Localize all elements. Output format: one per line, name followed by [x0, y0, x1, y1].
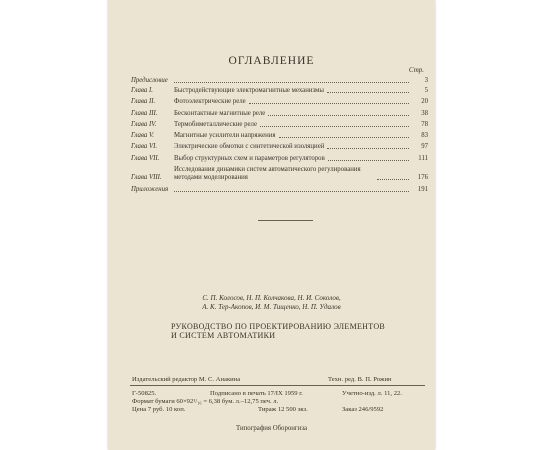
imprint-rule [130, 385, 425, 386]
toc-row-page: 3 [424, 77, 428, 84]
toc-row-title: Магнитные усилители напряжения [174, 132, 276, 139]
book-page [108, 0, 435, 450]
toc-row [131, 110, 428, 118]
toc-row-page: 5 [424, 87, 428, 94]
toc-row-title: Бесконтактные магнитные реле [174, 110, 266, 117]
leader-dots [377, 179, 409, 180]
leader-dots [279, 137, 409, 138]
toc-row-page: 78 [421, 121, 428, 128]
toc-row-title: Исследования динамики систем автоматического регулирования методами моделирования [174, 166, 361, 181]
toc-row-title: Электрические обмотки с синтетической изоляцией [174, 143, 325, 150]
leader-dots [328, 160, 409, 161]
toc-row-page: 97 [421, 143, 428, 150]
toc-row-label: Предисловие [131, 77, 168, 84]
toc-row [131, 155, 428, 163]
leader-dots [174, 191, 409, 192]
toc-row-page: 83 [421, 132, 428, 139]
toc-row [131, 132, 428, 140]
toc-row [131, 77, 428, 85]
toc-row-page: 111 [418, 155, 428, 162]
toc-row-title: Выбор структурных схем и параметров регуляторов [174, 155, 325, 162]
toc-row [131, 186, 428, 194]
toc-title: ОГЛАВЛЕНИЕ [228, 55, 315, 67]
leader-dots [260, 126, 409, 127]
toc-row-label: Глава V. [131, 132, 154, 139]
toc-row-title: Быстродействующие электромагнитные механизмы [174, 87, 324, 94]
signed-date: Подписано в печать 17/IX 1959 г. [210, 390, 303, 397]
toc-row-label: Глава VI. [131, 143, 158, 150]
toc-row-page: 20 [421, 98, 428, 105]
page-column-header: Стр. [408, 66, 424, 74]
authors-line-1: С. П. Колосов, Н. П. Колчакова, Н. И. Соколов, [202, 294, 341, 302]
toc-row [131, 98, 428, 106]
book-title-line-1: РУКОВОДСТВО ПО ПРОЕКТИРОВАНИЮ ЭЛЕМЕНТОВ [171, 322, 386, 331]
toc-row-page: 176 [417, 174, 428, 181]
toc-row-label: Глава II. [131, 98, 156, 105]
toc-row-label: Приложения [131, 186, 169, 193]
leader-dots [327, 148, 409, 149]
toc-row-label: Глава VIII. [131, 174, 162, 181]
toc-row [131, 87, 428, 95]
toc-row-page: 191 [417, 186, 428, 193]
toc-row [131, 166, 428, 182]
leader-dots [268, 115, 409, 116]
print-run: Тираж 12 500 экз. [258, 406, 308, 413]
toc-row-title: Термобиметаллические реле [174, 121, 257, 128]
authors-line-2: А. К. Тер-Акопов, И. М. Тищенко, Н. П. Удалов [202, 303, 341, 311]
publishing-sheets: Учетно-изд. л. 11, 22. [342, 390, 402, 397]
toc-row-label: Глава III. [131, 110, 158, 117]
leader-dots [249, 103, 409, 104]
leader-dots [174, 82, 409, 83]
leader-dots [327, 92, 409, 93]
toc-row-title: Фотоэлектрические реле [174, 98, 246, 105]
order-number: Заказ 246/9592 [342, 406, 384, 413]
toc-row [131, 121, 428, 129]
section-divider [258, 220, 313, 221]
toc-row [131, 143, 428, 151]
price: Цена 7 руб. 10 коп. [132, 406, 186, 413]
tech-editor-credit: Техн. ред. В. П. Рожин [328, 376, 392, 383]
g-number: Г-50825. [132, 390, 157, 397]
toc-row-page: 38 [421, 110, 428, 117]
book-title-line-2: И СИСТЕМ АВТОМАТИКИ [171, 331, 276, 340]
toc-row-label: Глава IV. [131, 121, 157, 128]
paper-format: Формат бумаги 60×92¹/₁₆ = 6,38 бум. л.–12,75 печ. л. [132, 398, 279, 405]
toc-row-label: Глава VII. [131, 155, 160, 162]
editor-credit: Издательский редактор М. С. Анакина [132, 376, 241, 383]
printer-name: Типография Оборонгиза [235, 425, 308, 432]
toc-row-label: Глава I. [131, 87, 153, 94]
